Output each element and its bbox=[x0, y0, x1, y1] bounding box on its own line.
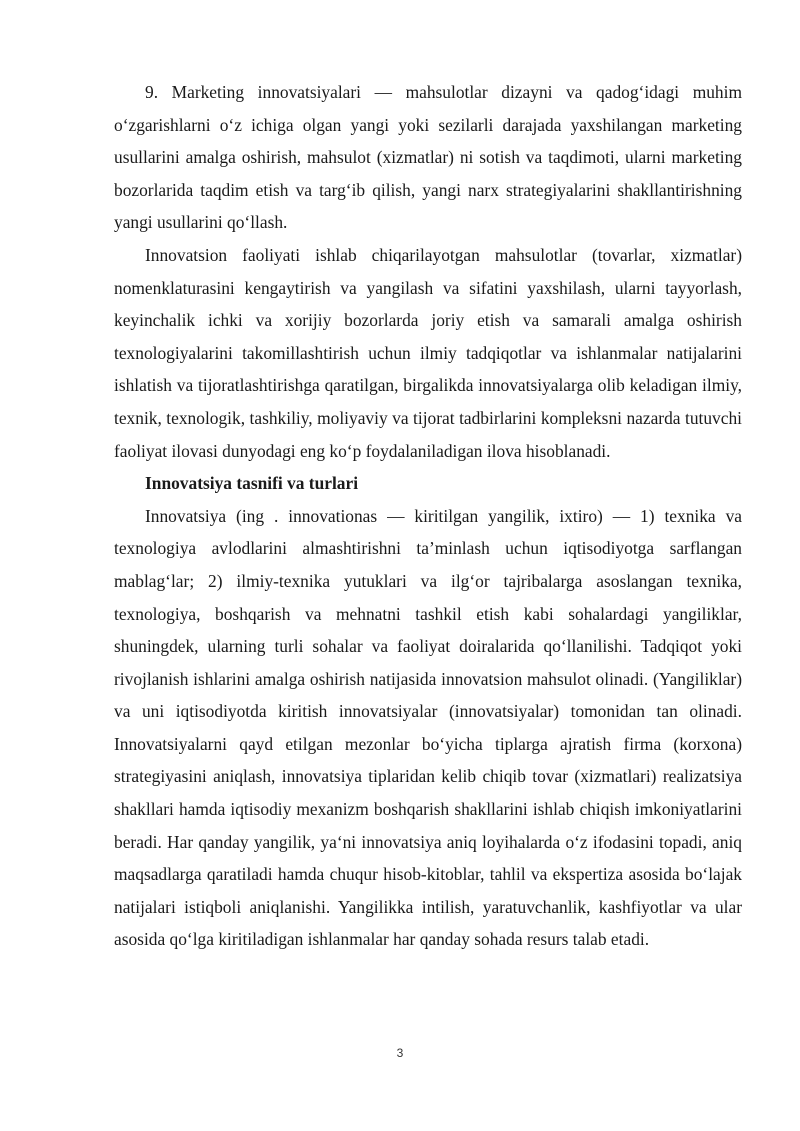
paragraph-innovation-activity: Innovatsion faoliyati ishlab chiqarilayotgan mahsulotlar (tovarlar, xizmatlar) nomenklaturasini kengaytirish va yangilash va sifatini yaxshilash, ularni tayyorlash, keyinchalik ichki va xorijiy bozorlarda joriy etish va samarali amalga oshirish texnologiyalarini takomillashtirish uchun ilmiy tadqiqotlar va ishlanmalar natijalarini ishlatish va tijoratlashtirishga qaratilgan, birgalikda innovatsiyalarga olib keladigan ilmiy, texnik, texnologik, tashkiliy, moliyaviy va tijorat tadbirlarini kompleksni nazarda tutuvchi faoliyat ilovasi dunyodagi eng ko‘p foydalaniladigan ilova hisoblanadi. bbox=[114, 244, 742, 461]
section-heading: Innovatsiya tasnifi va turlari bbox=[145, 473, 359, 494]
paragraph-innovation-definition: Innovatsiya (ing . innovationas — kiritilgan yangilik, ixtiro) — 1) texnika va texnologiya avlodlarini almashtirishni ta’minlash uchun iqtisodiyotga sarflangan mablag‘lar; 2) ilmiy-texnika yutuklari va ilg‘or tajribalarga asoslangan texnika, texnologiya, boshqarish va mehnatni tashkil etish kabi sohalardagi yangiliklar, shuningdek, ularning turli sohalar va faoliyat doiralarida qo‘llanilishi. Tadqiqot yoki rivojlanish ishlarini amalga oshirish natijasida innovatsion mahsulot olinadi. (Yangiliklar) va uni iqtisodiyotda kiritish innovatsiyalar (innovatsiyalar) tomonidan tan olinadi. Innovatsiyalarni qayd etilgan mezonlar bo‘yicha tiplarga ajratish firma (korxona) strategiyasini aniqlash, innovatsiya tiplaridan kelib chiqib tovar (xizmatlari) realizatsiya shakllari hamda iqtisodiy mexanizm boshqarish shakllarini ishlab chiqish imkoniyatlarini beradi. Har qanday yangilik, ya‘ni innovatsiya aniq loyihalarda o‘z ifodasini topadi, aniq maqsadlarga qaratiladi hamda chuqur hisob-kitoblar, tahlil va ekspertiza asosida bo‘lajak natijalari istiqboli aniqlanishi. Yangilikka intilish, yaratuvchanlik, kashfiyotlar va ular asosida qo‘lga kiritiladigan ishlanmalar har qanday sohada resurs talab etadi. bbox=[114, 505, 742, 950]
page-number: 3 bbox=[396, 1046, 404, 1060]
paragraph-marketing-innovations: 9. Marketing innovatsiyalari — mahsulotlar dizayni va qadog‘idagi muhim o‘zgarishlarni o‘z ichiga olgan yangi yoki sezilarli darajada yaxshilangan marketing usullarini amalga oshirish, mahsulot (xizmatlar) ni sotish va taqdimoti, ularni marketing bozorlarida taqdim etish va targ‘ib qilish, yangi narx strategiyalarini shakllantirishning yangi usullarini qo‘llash. bbox=[114, 82, 742, 233]
page-body bbox=[114, 76, 742, 956]
